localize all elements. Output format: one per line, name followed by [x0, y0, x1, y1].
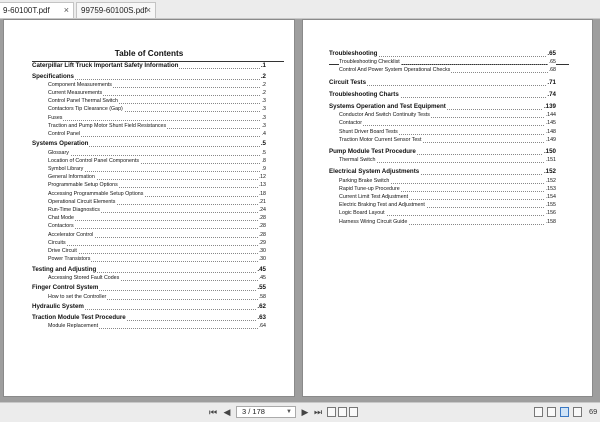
toc-entry-label: Shunt Driver Board Tests [339, 128, 398, 135]
toc-entry-page: .9 [261, 166, 266, 172]
toc-entry-label: Circuit Tests [329, 78, 367, 86]
toc-entry[interactable] [48, 323, 266, 330]
tab-pdf-2[interactable] [76, 2, 156, 18]
toc-entry[interactable] [339, 59, 556, 66]
tab-bar [0, 0, 600, 19]
toc-entry[interactable] [339, 178, 556, 185]
toc-entry-label: Logic Board Layout [339, 210, 385, 217]
toc-entry-label: Systems Operation [32, 140, 89, 148]
toc-entry-label: Caterpillar Lift Truck Important Safety Information [32, 62, 179, 69]
toc-entry-label: Module Replacement [48, 322, 99, 329]
toc-entry-label: Electrical System Adjustments [329, 168, 420, 176]
toc-title: Table of Contents [114, 49, 184, 58]
toc-heading[interactable] [329, 79, 556, 87]
single-page-icon[interactable] [534, 407, 543, 417]
tab-label: 9-60100T.pdf [3, 6, 50, 15]
toc-entry[interactable] [48, 174, 266, 181]
leader-dots [48, 245, 266, 246]
toc-entry[interactable] [48, 123, 266, 130]
toc-entry-page: .62 [257, 303, 266, 311]
toc-entry-label: Specifications [32, 72, 74, 80]
toc-entry-page: .28 [258, 223, 266, 230]
toc-entry-page: .155 [545, 202, 556, 209]
toc-entry-page: .55 [257, 284, 266, 292]
toc-entry-page: .21 [258, 198, 266, 205]
toc-entry-page: .1 [260, 62, 266, 69]
first-page-icon[interactable]: ⏮ [208, 407, 218, 417]
toc-entry-label: Troubleshooting Checklist [339, 59, 400, 66]
toc-entry-page: .29 [258, 239, 266, 246]
toc-entry[interactable] [48, 207, 266, 214]
toc-entry[interactable] [48, 98, 266, 105]
toc-heading[interactable] [32, 62, 266, 70]
toc-entry[interactable] [339, 202, 556, 209]
leader-dots [48, 120, 266, 121]
toc-entry-page: .2 [260, 72, 266, 80]
toc-entry-page: .28 [258, 215, 266, 222]
toc-entry-page: .154 [545, 194, 556, 200]
toc-entry-page: .45 [258, 274, 266, 281]
next-page-icon[interactable]: ▶ [301, 407, 309, 417]
two-page-continuous-icon[interactable] [573, 407, 582, 417]
toc-entry-label: Finger Control System [32, 284, 99, 292]
toc-entry-label: Hydraulic System [32, 303, 84, 311]
toc-entry[interactable] [48, 158, 266, 165]
toc-entry-page: .145 [545, 120, 556, 127]
toc-entry-page: .30 [258, 256, 266, 263]
previous-page-icon[interactable]: ◀ [223, 407, 231, 417]
toc-entry-page: .149 [545, 136, 556, 143]
toc-entry-page: .3 [261, 122, 266, 129]
toc-entry-label: Harness Wiring Circuit Guide [339, 218, 408, 225]
toc-entry[interactable] [48, 191, 266, 198]
toc-entry-label: Troubleshooting [329, 50, 378, 57]
toc-entry-page: .68 [548, 67, 556, 74]
toc-entry-label: Control Panel Thermal Switch [48, 98, 118, 105]
toc-entry-page: .65 [547, 50, 556, 57]
toc-entry[interactable] [48, 166, 266, 173]
toc-heading[interactable] [329, 50, 556, 58]
toc-entry-label: Rapid Tune-up Procedure [339, 185, 400, 192]
toc-entry-label: Contactor [339, 120, 362, 127]
toc-entry[interactable] [339, 112, 556, 119]
toc-entry-label: Electric Braking Test and Adjustment [339, 202, 425, 209]
toc-entry[interactable] [48, 232, 266, 239]
toc-entry-page: .151 [545, 157, 556, 164]
toc-entry-page: .3 [261, 98, 266, 105]
toc-entry-label: Parking Brake Switch [339, 177, 390, 184]
toc-entry[interactable] [48, 215, 266, 222]
leader-dots [48, 228, 266, 229]
toc-entry[interactable] [339, 219, 556, 226]
bottom-toolbar [0, 402, 600, 422]
toc-entry-page: .152 [543, 168, 556, 176]
toc-entry-page: .58 [258, 293, 266, 300]
toc-entry-page: .5 [260, 140, 266, 148]
toc-entry-page: .4 [261, 130, 266, 137]
toc-entry-page: .30 [258, 248, 266, 254]
toc-entry[interactable] [339, 186, 556, 193]
toc-entry-label: Component Measurements [48, 81, 112, 88]
tab-pdf-1[interactable] [0, 2, 74, 18]
toc-entry[interactable] [48, 82, 266, 89]
toc-entry-page: .153 [545, 185, 556, 192]
toc-entry[interactable] [339, 157, 556, 164]
toc-heading[interactable] [329, 91, 556, 99]
toc-entry[interactable] [48, 294, 266, 301]
toc-entry-page: .65 [548, 59, 556, 66]
toc-entry-page: .18 [258, 190, 266, 197]
toc-entry[interactable] [48, 150, 266, 157]
toc-entry[interactable] [48, 248, 266, 255]
toc-heading[interactable] [32, 284, 266, 292]
page-indicator: 3 / 178 [242, 407, 265, 416]
toc-entry[interactable] [339, 67, 556, 74]
toc-entry-page: .2 [261, 81, 266, 88]
toc-entry-label: Accessing Programmable Setup Options [48, 190, 144, 197]
continuous-page-icon[interactable] [547, 407, 556, 417]
toc-entry[interactable] [339, 137, 556, 144]
toc-entry-label: Symbol Library [48, 166, 84, 172]
toc-entry-label: Troubleshooting Charts [329, 90, 399, 98]
toc-heading[interactable] [32, 140, 266, 148]
toc-entry-label: Programmable Setup Options [48, 182, 118, 189]
toc-entry-page: .3 [261, 114, 266, 121]
toc-entry-page: .2 [261, 89, 266, 96]
toc-entry[interactable] [339, 129, 556, 136]
zoom-level: 69 [589, 407, 598, 416]
toc-entry-label: How to set the Controller [48, 293, 107, 300]
toc-entry[interactable] [48, 115, 266, 122]
toc-entry[interactable] [48, 223, 266, 230]
toc-entry-page: .28 [258, 231, 266, 238]
toc-entry-label: Circuits [48, 239, 66, 246]
toc-entry[interactable] [48, 131, 266, 138]
toc-entry-page: .64 [258, 322, 266, 329]
toc-heading[interactable] [329, 148, 556, 156]
toc-entry-page: .150 [543, 148, 556, 155]
toc-entry[interactable] [48, 106, 266, 113]
toc-heading[interactable] [329, 103, 556, 111]
toc-entry-label: Chat Mode [48, 215, 74, 222]
last-page-icon[interactable]: ⏭ [313, 407, 323, 417]
toc-entry[interactable] [48, 275, 266, 282]
close-icon[interactable]: × [145, 5, 151, 15]
toc-entry-page: .158 [545, 218, 556, 225]
toc-entry-page: .139 [543, 103, 556, 110]
chevron-down-icon[interactable]: ▼ [286, 409, 292, 415]
leader-dots [48, 220, 266, 221]
toc-entry-label: General Information [48, 174, 95, 181]
leader-dots [48, 155, 266, 156]
toc-entry-page: .3 [261, 106, 266, 113]
toc-entry-label: Accelerator Control [48, 231, 94, 238]
toc-entry-label: Fuses [48, 114, 63, 121]
toc-entry-page: .144 [545, 112, 556, 119]
toc-heading[interactable] [329, 168, 556, 176]
toc-entry-label: Current Limit Test Adjustment [339, 194, 409, 200]
toc-entry[interactable] [48, 90, 266, 97]
toc-heading[interactable] [32, 73, 266, 81]
toc-entry-label: Pump Module Test Procedure [329, 148, 416, 155]
toc-entry-label: Conductor And Switch Continuity Tests [339, 112, 430, 119]
toc-entry[interactable] [48, 182, 266, 189]
toc-entry-page: .13 [258, 182, 266, 189]
toc-entry-label: Traction Motor Current Sensor Test [339, 136, 422, 143]
toc-entry-label: Current Measurements [48, 89, 103, 96]
toc-entry-label: Thermal Switch [339, 157, 376, 164]
toc-entry[interactable] [48, 240, 266, 247]
toc-entry-label: Glossary [48, 149, 69, 156]
toc-entry-page: .24 [258, 207, 266, 213]
toc-entry-label: Systems Operation and Test Equipment [329, 103, 446, 110]
toc-entry-label: Control Panel [48, 130, 81, 137]
fit-page-icon[interactable] [349, 407, 358, 417]
toc-entry[interactable] [339, 210, 556, 217]
rotate-icon[interactable] [338, 407, 347, 417]
toc-entry-page: .71 [547, 78, 556, 86]
toc-entry-page: .5 [261, 149, 266, 156]
toc-heading[interactable] [32, 314, 266, 322]
document-viewer[interactable] [0, 19, 600, 402]
toc-entry-page: .148 [545, 128, 556, 135]
tab-label: 99759-60100S.pdf [81, 6, 147, 15]
toc-entry-label: Contactors Tip Clearance (Gap) [48, 106, 123, 113]
toc-entry-label: Traction and Pump Motor Shunt Field Resistances [48, 122, 167, 129]
copy-page-icon[interactable] [327, 407, 336, 417]
toc-entry-label: Traction Module Test Procedure [32, 313, 126, 321]
toc-entry[interactable] [48, 199, 266, 206]
toc-entry-label: Control And Power System Operational Checks [339, 67, 451, 74]
close-icon[interactable]: × [63, 5, 69, 15]
page-number-field[interactable] [236, 406, 296, 418]
toc-entry-page: .12 [258, 174, 266, 181]
leader-dots [48, 253, 266, 254]
toc-entry-label: Location of Control Panel Components [48, 157, 139, 164]
leader-dots [339, 125, 556, 126]
toc-heading[interactable] [32, 303, 266, 311]
toc-entry-label: Accessing Stored Fault Codes [48, 274, 120, 281]
toc-entry-page: .156 [545, 210, 556, 217]
toc-entry-label: Power Transistors [48, 256, 91, 263]
page-right [302, 19, 593, 397]
toc-entry-page: .74 [547, 90, 556, 98]
toc-entry-label: Run-Time Diagnostics [48, 207, 100, 213]
toc-entry[interactable] [339, 120, 556, 127]
toc-entry-page: .63 [257, 313, 266, 321]
two-page-icon[interactable] [560, 407, 569, 417]
toc-entry[interactable] [48, 256, 266, 263]
toc-heading[interactable] [32, 266, 266, 274]
toc-entry[interactable] [339, 194, 556, 201]
toc-entry-label: Operational Circuit Elements [48, 198, 116, 205]
toc-entry-label: Contactors [48, 223, 74, 230]
toc-entry-page: .152 [545, 177, 556, 184]
toc-entry-page: .45 [257, 265, 266, 273]
toc-entry-label: Drive Circuit [48, 248, 77, 254]
toc-entry-label: Testing and Adjusting [32, 265, 97, 273]
toc-entry-page: .8 [261, 157, 266, 164]
page-left [3, 19, 295, 397]
